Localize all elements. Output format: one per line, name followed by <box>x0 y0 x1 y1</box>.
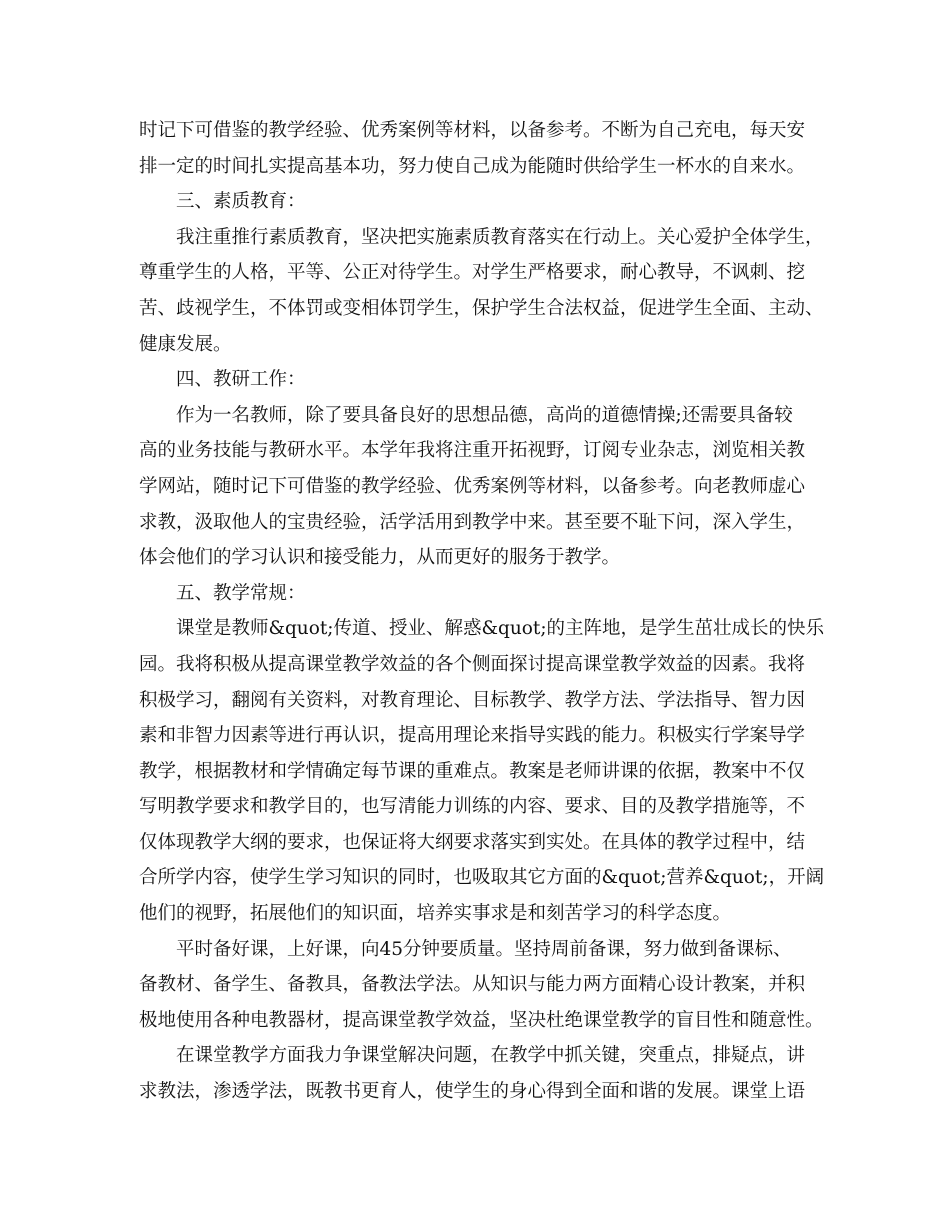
section-heading: 三、素质教育： <box>176 191 306 213</box>
text-line: 他们的视野，拓展他们的知识面，培养实事求是和刻苦学习的科学态度。 <box>139 903 732 925</box>
text-line: 课堂是教师&quot;传道、授业、解惑&quot;的主阵地，是学生茁壮成长的快乐 <box>176 618 825 640</box>
text-line: 高的业务技能与教研水平。本学年我将注重开拓视野，订阅专业杂志，浏览相关教 <box>139 440 806 462</box>
text-line: 苦、歧视学生，不体罚或变相体罚学生，保护学生合法权益，促进学生全面、主动、 <box>139 297 824 319</box>
text-line: 教学，根据教材和学情确定每节课的重难点。教案是老师讲课的依据，教案中不仅 <box>139 760 806 782</box>
text-line: 写明教学要求和教学目的，也写清能力训练的内容、要求、目的及教学措施等，不 <box>139 796 806 818</box>
text-line: 我注重推行素质教育，坚决把实施素质教育落实在行动上。关心爱护全体学生， <box>176 226 824 248</box>
text-line: 作为一名教师，除了要具备良好的思想品德，高尚的道德情操;还需要具备较 <box>176 404 793 426</box>
text-line: 求教，汲取他人的宝贵经验，活学活用到教学中来。甚至要不耻下问，深入学生， <box>139 511 806 533</box>
text-line: 园。我将积极从提高课堂教学效益的各个侧面探讨提高课堂教学效益的因素。我将 <box>139 653 806 675</box>
section-heading: 五、教学常规： <box>176 582 306 604</box>
document-body <box>139 113 829 1110</box>
text-line: 素和非智力因素等进行再认识，提高用理论来指导实践的能力。积极实行学案导学 <box>139 725 806 747</box>
text-line: 极地使用各种电教器材，提高课堂教学效益，坚决杜绝课堂教学的盲目性和随意性。 <box>139 1009 824 1031</box>
text-line: 在课堂教学方面我力争课堂解决问题，在教学中抓关键，突重点，排疑点，讲 <box>176 1045 806 1067</box>
text-line: 排一定的时间扎实提高基本功，努力使自己成为能随时供给学生一杯水的自来水。 <box>139 155 806 177</box>
text-line: 平时备好课，上好课，向45分钟要质量。坚持周前备课，努力做到备课标、 <box>176 938 792 960</box>
text-line: 备教材、备学生、备教具，备教法学法。从知识与能力两方面精心设计教案，并积 <box>139 974 806 996</box>
text-line: 合所学内容，使学生学习知识的同时，也吸取其它方面的&quot;营养&quot;，开阔 <box>139 867 825 889</box>
text-line: 求教法，渗透学法，既教书更育人，使学生的身心得到全面和谐的发展。课堂上语 <box>139 1081 806 1103</box>
text-line: 健康发展。 <box>139 333 232 355</box>
text-line: 时记下可借鉴的教学经验、优秀案例等材料，以备参考。不断为自己充电，每天安 <box>139 120 806 141</box>
section-heading: 四、教研工作： <box>176 369 306 391</box>
text-line: 尊重学生的人格，平等、公正对待学生。对学生严格要求，耐心教导，不讽刺、挖 <box>139 262 806 284</box>
text-line: 体会他们的学习认识和接受能力，从而更好的服务于教学。 <box>139 547 621 569</box>
text-line: 仅体现教学大纲的要求，也保证将大纲要求落实到实处。在具体的教学过程中，结 <box>139 831 806 853</box>
text-line: 积极学习，翻阅有关资料，对教育理论、目标教学、教学方法、学法指导、智力因 <box>139 689 806 711</box>
text-line: 学网站，随时记下可借鉴的教学经验、优秀案例等材料，以备参考。向老教师虚心 <box>139 475 806 497</box>
